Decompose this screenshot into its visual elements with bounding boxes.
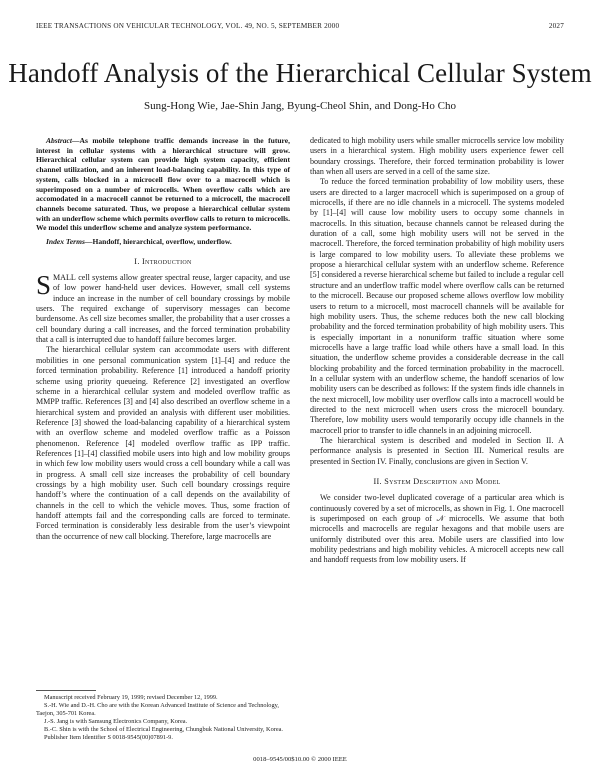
intro-paragraph-1	[36, 270, 290, 345]
right-column	[310, 136, 564, 566]
intro-paragraph-4: To reduce the forced termination probability of low mobility users, these users are directed to a larger macrocell which is superimposed on a group of microcells, if there are no idle channels in a microcell. The systems modeled by [1]–[4] will cause low mobility users to occupy some channels in macrocells. In this situation, because channels cannot be released during the duration of a call, some high mobility users will not be served in the macrocell. Therefore, the forced termination probability of high mobility users is large compared to low mobility users. To alleviate these problems we propose a hierarchical cellular system with an underflow scheme. Reference [5] considered a reverse hierarchical scheme but failed to include a regular cell structure and an underflow traffic model where overflow calls can be returned to the microcell. Because our proposed scheme allows overflow low mobility users to return to a microcell, most macrocell channels will be available for high mobility users. Thus, the scheme reduces both the new call blocking probability and the forced termination probability of high mobility users. This is especially important in a nonuniform traffic situation where some microcells have a large traffic load while others have a small load. In this situation, the underflow scheme provides a considerable decrease in the call blocking probability and the forced termination probability in the macrocell. In a cellular system with an underflow scheme, the handoff scenarios of low mobility users can be described as follows: If the system finds idle channels in the next microcell, low mobility user overflow calls into a macrocell would be directed to the next microcell when users cross the microcell boundary. Therefore, low mobility users would temporarily occupy idle channels in the macrocell prior to transfer to idle channels in an adjoining microcell.	[310, 177, 564, 435]
paper-title: Handoff Analysis of the Hierarchical Cellular System	[8, 58, 592, 88]
section-number: II.	[373, 477, 382, 486]
abstract	[36, 136, 290, 233]
copyright-footer: 0018–9545/00$10.00 © 2000 IEEE	[253, 756, 347, 763]
footnote-rule	[36, 690, 96, 691]
section-title-text: Introduction	[142, 256, 192, 266]
footnote-affil-2: J.-S. Jang is with Samsung Electronics Company, Korea.	[44, 718, 188, 726]
footnotes	[36, 690, 290, 743]
intro-p1-text: cell systems allow greater spectral reuse, larger capacity, and use of low power hand-held user devices. However, small cell systems induce an increase in the number of cell boundary crossings by mobile users. The required exchange of supervisory messages can become burdensome. As cell size becomes smaller, the probability that a user crosses a cell boundary during a call increases, and the forced termination probability that a call is interrupted due to handoff failure becomes larger.	[36, 273, 290, 345]
abstract-label: Abstract—	[46, 136, 80, 145]
abstract-text: As mobile telephone traffic demands increase in the future, interest in cellular systems with a hierarchical structure will grow. Hierarchical cellular system can provide high system capacity, efficient channel utilization, and an inherent load-balancing capability. In this type of system, calls blocked in a microcell flow over to a macrocell which is superimposed on a number of microcells. When overflow calls which are accomodated in a macrocell cannot be returned to a microcell, the macrocell channels become saturated. Thus, we propose a hierarchical cellular system with an underflow scheme which permits overflow calls to return to microcells. We model this underflow scheme and analyze system performance.	[36, 136, 290, 233]
section-title-text: System Description and Model	[384, 477, 501, 486]
intro-paragraph-2: The hierarchical cellular system can accommodate users with different mobilities in one personal communication system [1]–[4] and reduce the forced termination probability. Reference [1] introduced a handoff priority scheme using priority queueing. Reference [2] investigated an overflow scheme in a hierarchical cellular system and modeled overflow traffic as MMPP traffic. References [3] and [4] also described an overflow scheme in a hierarchical system and provided an analysis with different user mobilities. Reference [3] showed the load-balancing capability of a hierarchical system with an overflow scheme and modeled overflow traffic as a Poisson phenomenon. Reference [4] modeled overflow traffic as IPP traffic. References [1]–[4] classified mobile users into high and low mobility groups in which few low mobility users would cross a cell boundary while a call was in progress. A small cell size increases the probability of cell boundary crossings by a high mobility user. Such cell boundary crossings require handoff’s where the continuation of a call depends on the availability of channels in the cell to which the vehicle moves. Thus, some fraction of handoff attempts fail and the corresponding calls are forced to terminate. Forced termination is considerably less desirable from the user’s viewpoint than the occurrence of new call blocking. Therefore, large macrocells are	[36, 345, 290, 541]
index-terms	[36, 237, 290, 247]
intro-paragraph-5: The hierarchical system is described and modeled in Section II. A performance analysis is presented in Section III. Numerical results are presented in Section IV. Finally, conclusions are given in Section V.	[310, 435, 564, 466]
section-heading-introduction	[36, 257, 290, 267]
drop-cap: S	[36, 270, 52, 301]
author-list: Sung-Hong Wie, Jae-Shin Jang, Byung-Cheol Shin, and Dong-Ho Cho	[144, 100, 456, 112]
section-heading-system-model	[310, 477, 564, 487]
page-number: 2027	[548, 22, 564, 30]
footnote-publisher-id: Publisher Item Identifier S 0018-9545(00)07891-9.	[44, 734, 173, 742]
first-word: MALL	[53, 273, 76, 283]
left-column	[36, 136, 290, 542]
system-paragraph-1: We consider two-level duplicated coverage of a particular area which is continuously covered by a set of microcells, as shown in Fig. 1. One macrocell is superimposed on each group of 𝒩 microcells. We assume that both microcells and macrocells are regular hexagons and that mobile users are uniformly distributed over this area. Mobile users are classified into low mobility pedestrians and high mobility vehicles. A microcell accepts new call and handoff requests from low mobility users. If	[310, 493, 564, 565]
section-number: I.	[134, 256, 140, 266]
intro-paragraph-3: dedicated to high mobility users while smaller microcells service low mobility users in a hierarchical system. High mobility users experience fewer cell boundary crossings. Therefore, their forced termination probability is lower than when all users are served in a cell of the same size.	[310, 136, 564, 177]
index-terms-label: Index Terms—	[46, 237, 93, 247]
footnote-affil-1: S.-H. Wie and D.-H. Cho are with the Korean Advanced Institute of Science and Technology, Taejon, 305-701 Korea.	[36, 702, 279, 718]
footnote-affil-3: B.-C. Shin is with the School of Electrical Engineering, Chungbuk National University, Korea.	[44, 726, 284, 734]
footnote-received: Manuscript received February 19, 1999; revised December 12, 1999.	[44, 694, 218, 701]
journal-header: IEEE TRANSACTIONS ON VEHICULAR TECHNOLOGY, VOL. 49, NO. 5, SEPTEMBER 2000	[36, 22, 340, 30]
index-terms-text: Handoff, hierarchical, overflow, underflow.	[92, 237, 232, 247]
